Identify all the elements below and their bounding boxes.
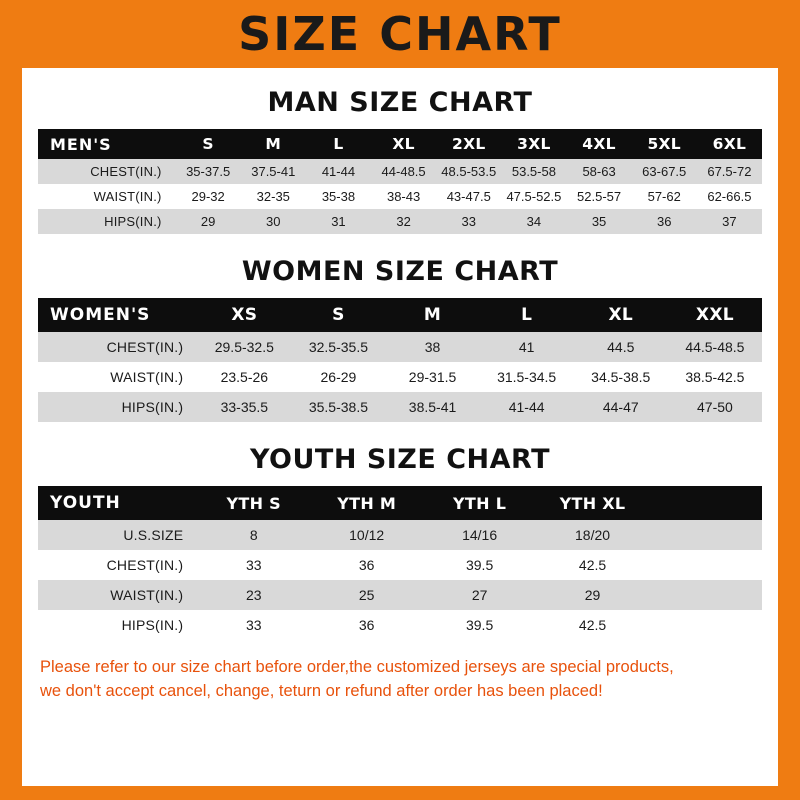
women-cell-1-0: 23.5-26 xyxy=(197,362,291,392)
man-cell-2-1: 30 xyxy=(241,209,306,234)
women-cell-1-1: 26-29 xyxy=(291,362,385,392)
women-col-1: S xyxy=(291,298,385,332)
youth-cell-3-1: 36 xyxy=(310,610,423,640)
youth-cell-0-0: 8 xyxy=(197,520,310,550)
man-col-8: 6XL xyxy=(697,129,762,159)
women-cell-2-0: 33-35.5 xyxy=(197,392,291,422)
youth-row-1-label: CHEST(IN.) xyxy=(38,550,197,580)
man-col-5: 3XL xyxy=(501,129,566,159)
women-section-title: WOMEN SIZE CHART xyxy=(241,256,559,287)
women-col-0: XS xyxy=(197,298,291,332)
youth-row-2-label: WAIST(IN.) xyxy=(38,580,197,610)
bottom-band xyxy=(0,786,800,800)
man-chart-wrap xyxy=(30,129,770,234)
youth-cell-2-1: 25 xyxy=(310,580,423,610)
women-cell-1-5: 38.5-42.5 xyxy=(668,362,762,392)
youth-cell-0-4 xyxy=(649,520,762,550)
man-section-title: MAN SIZE CHART xyxy=(267,87,533,118)
women-row-0-label: CHEST(IN.) xyxy=(38,332,197,362)
youth-cell-2-0: 23 xyxy=(197,580,310,610)
table-row xyxy=(38,610,762,640)
man-cell-2-2: 31 xyxy=(306,209,371,234)
women-cell-0-5: 44.5-48.5 xyxy=(668,332,762,362)
man-cell-0-7: 63-67.5 xyxy=(632,159,697,184)
youth-table-body xyxy=(38,520,762,640)
table-row xyxy=(38,184,762,209)
youth-cell-0-2: 14/16 xyxy=(423,520,536,550)
man-cell-0-0: 35-37.5 xyxy=(176,159,241,184)
man-row-1-label: WAIST(IN.) xyxy=(38,184,176,209)
man-cell-0-5: 53.5-58 xyxy=(501,159,566,184)
footer-note-line-2: we don't accept cancel, change, teturn or refund after order has been placed! xyxy=(40,681,603,700)
man-col-1: M xyxy=(241,129,306,159)
youth-col-4 xyxy=(649,486,762,520)
youth-cell-3-3: 42.5 xyxy=(536,610,649,640)
youth-cell-1-1: 36 xyxy=(310,550,423,580)
youth-col-3: YTH XL xyxy=(536,486,649,520)
youth-col-2: YTH L xyxy=(423,486,536,520)
women-cell-2-3: 41-44 xyxy=(480,392,574,422)
women-cell-1-4: 34.5-38.5 xyxy=(574,362,668,392)
women-col-4: XL xyxy=(574,298,668,332)
table-row xyxy=(38,159,762,184)
table-row xyxy=(38,392,762,422)
man-cell-2-6: 35 xyxy=(566,209,631,234)
table-row xyxy=(38,580,762,610)
women-cell-2-4: 44-47 xyxy=(574,392,668,422)
women-cell-2-1: 35.5-38.5 xyxy=(291,392,385,422)
man-cell-0-8: 67.5-72 xyxy=(697,159,762,184)
man-col-3: XL xyxy=(371,129,436,159)
women-cell-2-5: 47-50 xyxy=(668,392,762,422)
page-title: SIZE CHART xyxy=(238,7,562,61)
youth-col-0: YTH S xyxy=(197,486,310,520)
man-cell-0-1: 37.5-41 xyxy=(241,159,306,184)
youth-size-table xyxy=(38,486,762,640)
women-table-body xyxy=(38,332,762,422)
man-table-head xyxy=(38,129,762,159)
man-cell-2-3: 32 xyxy=(371,209,436,234)
women-cell-0-1: 32.5-35.5 xyxy=(291,332,385,362)
man-cell-1-3: 38-43 xyxy=(371,184,436,209)
man-cell-2-7: 36 xyxy=(632,209,697,234)
youth-cell-0-1: 10/12 xyxy=(310,520,423,550)
header-band xyxy=(0,0,800,68)
women-col-2: M xyxy=(385,298,479,332)
women-col-5: XXL xyxy=(668,298,762,332)
table-row xyxy=(38,550,762,580)
table-row xyxy=(38,362,762,392)
youth-table-head xyxy=(38,486,762,520)
youth-chart-wrap xyxy=(30,486,770,640)
women-cell-1-2: 29-31.5 xyxy=(385,362,479,392)
man-cell-2-5: 34 xyxy=(501,209,566,234)
table-row xyxy=(38,520,762,550)
man-cell-0-3: 44-48.5 xyxy=(371,159,436,184)
youth-cell-1-0: 33 xyxy=(197,550,310,580)
women-row-1-label: WAIST(IN.) xyxy=(38,362,197,392)
women-cell-1-3: 31.5-34.5 xyxy=(480,362,574,392)
man-col-2: L xyxy=(306,129,371,159)
women-chart-wrap xyxy=(30,298,770,422)
women-col-3: L xyxy=(480,298,574,332)
man-col-7: 5XL xyxy=(632,129,697,159)
man-cell-0-2: 41-44 xyxy=(306,159,371,184)
man-row-head: MEN'S xyxy=(38,129,176,159)
man-cell-1-8: 62-66.5 xyxy=(697,184,762,209)
table-row xyxy=(38,332,762,362)
man-header-row xyxy=(38,129,762,159)
man-size-table xyxy=(38,129,762,234)
footer-note-line-1: Please refer to our size chart before order,the customized jerseys are special products, xyxy=(40,658,674,676)
man-cell-1-7: 57-62 xyxy=(632,184,697,209)
footer-note xyxy=(30,656,770,704)
women-cell-0-3: 41 xyxy=(480,332,574,362)
women-cell-2-2: 38.5-41 xyxy=(385,392,479,422)
women-cell-0-4: 44.5 xyxy=(574,332,668,362)
man-cell-0-4: 48.5-53.5 xyxy=(436,159,501,184)
man-cell-0-6: 58-63 xyxy=(566,159,631,184)
youth-cell-3-2: 39.5 xyxy=(423,610,536,640)
women-table-head xyxy=(38,298,762,332)
youth-cell-1-3: 42.5 xyxy=(536,550,649,580)
man-cell-2-8: 37 xyxy=(697,209,762,234)
man-cell-1-6: 52.5-57 xyxy=(566,184,631,209)
table-row xyxy=(38,209,762,234)
youth-row-0-label: U.S.SIZE xyxy=(38,520,197,550)
man-cell-1-1: 32-35 xyxy=(241,184,306,209)
content xyxy=(22,87,778,704)
man-cell-1-5: 47.5-52.5 xyxy=(501,184,566,209)
man-col-6: 4XL xyxy=(566,129,631,159)
man-col-4: 2XL xyxy=(436,129,501,159)
youth-cell-1-2: 39.5 xyxy=(423,550,536,580)
youth-cell-2-4 xyxy=(649,580,762,610)
man-cell-2-0: 29 xyxy=(176,209,241,234)
youth-cell-0-3: 18/20 xyxy=(536,520,649,550)
women-header-row xyxy=(38,298,762,332)
youth-cell-1-4 xyxy=(649,550,762,580)
youth-col-1: YTH M xyxy=(310,486,423,520)
youth-section-title: YOUTH SIZE CHART xyxy=(249,444,551,475)
man-cell-1-0: 29-32 xyxy=(176,184,241,209)
youth-cell-3-4 xyxy=(649,610,762,640)
youth-cell-2-3: 29 xyxy=(536,580,649,610)
man-row-2-label: HIPS(IN.) xyxy=(38,209,176,234)
women-size-table xyxy=(38,298,762,422)
youth-cell-3-0: 33 xyxy=(197,610,310,640)
youth-row-3-label: HIPS(IN.) xyxy=(38,610,197,640)
man-col-0: S xyxy=(176,129,241,159)
women-row-2-label: HIPS(IN.) xyxy=(38,392,197,422)
youth-header-row xyxy=(38,486,762,520)
man-table-body xyxy=(38,159,762,234)
man-cell-1-2: 35-38 xyxy=(306,184,371,209)
women-cell-0-0: 29.5-32.5 xyxy=(197,332,291,362)
youth-row-head: YOUTH xyxy=(38,486,197,520)
man-row-0-label: CHEST(IN.) xyxy=(38,159,176,184)
women-cell-0-2: 38 xyxy=(385,332,479,362)
man-cell-1-4: 43-47.5 xyxy=(436,184,501,209)
youth-cell-2-2: 27 xyxy=(423,580,536,610)
women-row-head: WOMEN'S xyxy=(38,298,197,332)
man-cell-2-4: 33 xyxy=(436,209,501,234)
